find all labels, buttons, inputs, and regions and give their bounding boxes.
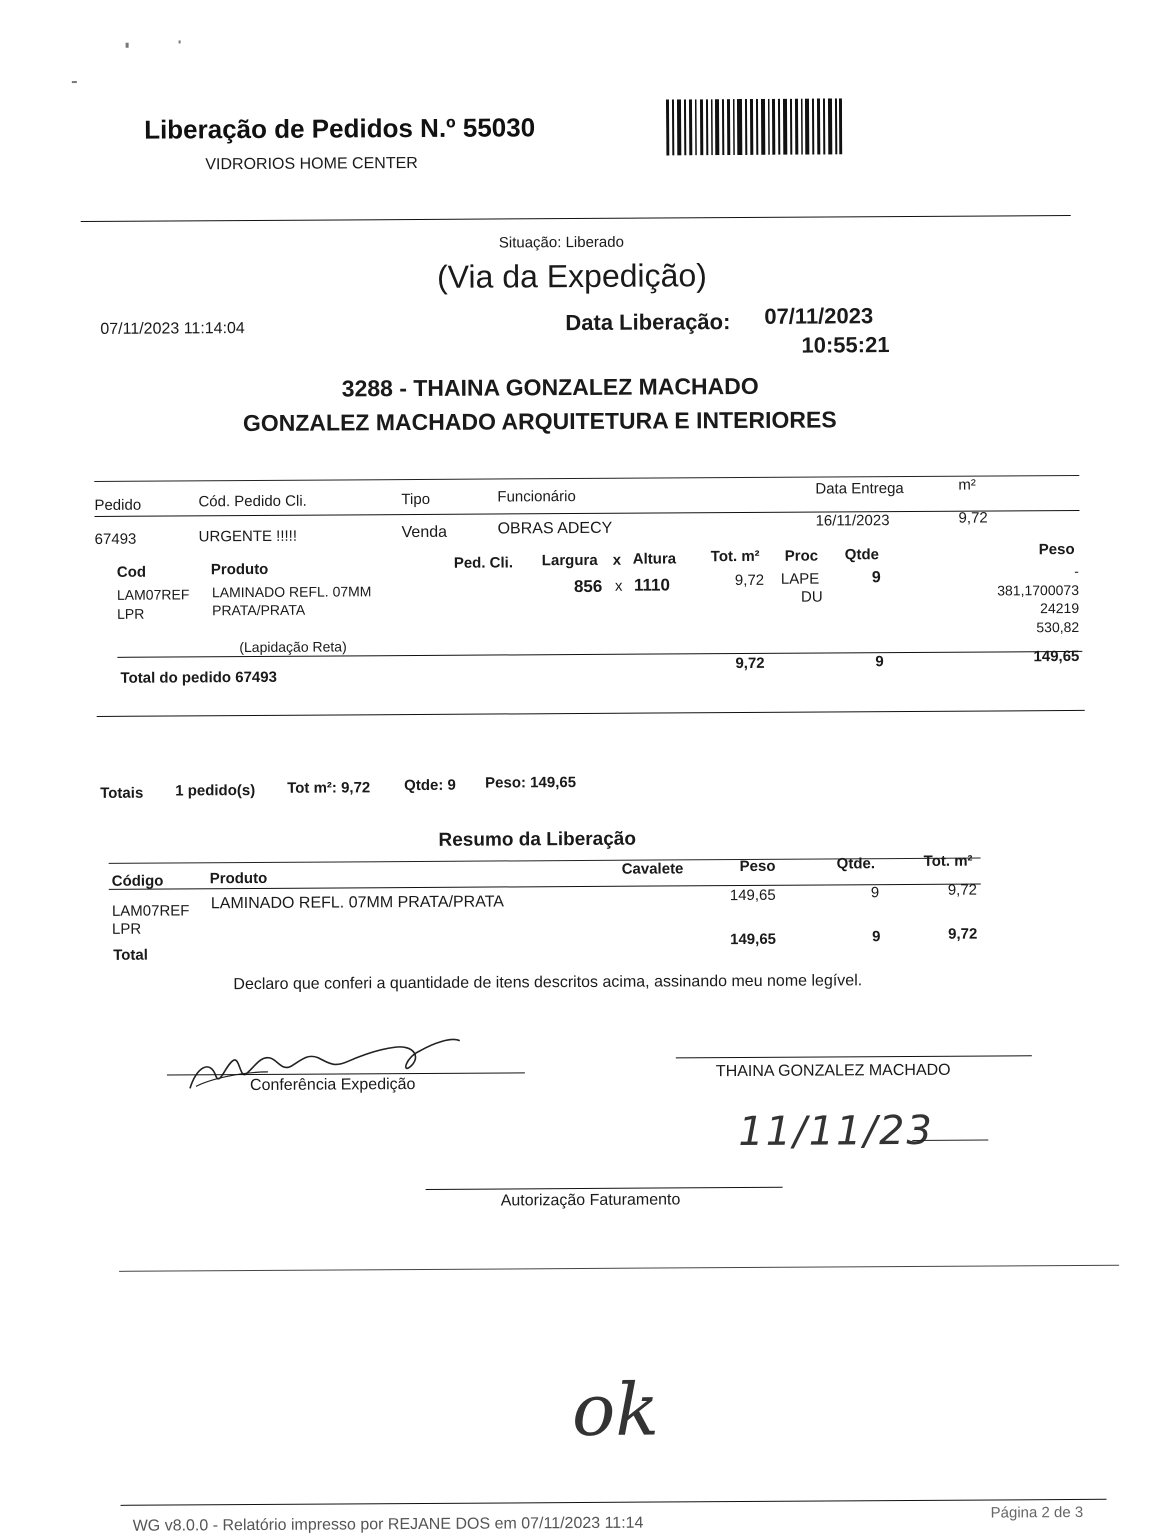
order-total-label: Total do pedido 67493 [120,668,277,687]
order-total-peso: 149,65 [1033,647,1080,666]
resumo-total-tot-m2: 9,72 [948,925,978,943]
item-col-produto: Produto [210,560,269,579]
resumo-title: Resumo da Liberação [438,828,637,851]
document-title: Liberação de Pedidos N.º 55030 [144,112,536,145]
order-data-entrega: 16/11/2023 [815,512,890,530]
resumo-total-qtde: 9 [872,928,881,946]
autorizacao-line [426,1187,783,1190]
totals-tot-m2: Tot m²: 9,72 [287,779,371,797]
item-peso-line2: 381,1700073 [997,581,1080,599]
printed-timestamp: 07/11/2023 11:14:04 [100,320,245,338]
totals-pedidos: 1 pedido(s) [175,781,256,800]
item-col-ped-cli: Ped. Cli. [453,554,514,572]
client-name: 3288 - THAINA GONZALEZ MACHADO [341,372,759,402]
order-top-rule [94,475,1079,482]
item-qtde: 9 [871,569,881,587]
resumo-col-qtde: Qtde. [836,855,876,873]
order-cod-pedido-cli: URGENTE !!!!! [198,527,298,546]
order-total-qtde: 9 [875,653,884,671]
scan-speck [72,81,77,83]
footer-report: WG v8.0.0 - Relatório impresso por REJANE DOS em 07/11/2023 11:14 [132,1514,644,1535]
conferencia-label: Conferência Expedição [249,1076,416,1095]
item-tot-m2: 9,72 [734,571,765,590]
handwritten-ok: ok [571,1367,660,1453]
resumo-codigo-line1: LAM07REF [111,902,190,920]
lower-divider [119,1265,1119,1272]
col-funcionario: Funcionário [497,488,576,506]
item-altura: 1110 [633,575,670,595]
item-x: x [614,577,623,595]
order-pedido: 67493 [94,530,137,548]
data-liberacao-date: 07/11/2023 [764,303,874,329]
order-header-rule [95,510,1080,517]
data-liberacao-label: Data Liberação: [565,309,731,336]
footer-page: Página 2 de 3 [990,1503,1084,1522]
client-signature-line [676,1055,1032,1058]
col-m2: m² [958,476,976,494]
scan-speck [179,40,181,43]
item-proc-line1: LAPE [780,570,820,588]
resumo-col-cavalete: Cavalete [621,860,684,878]
data-liberacao-time: 10:55:21 [801,332,890,358]
item-note: (Lapidação Reta) [239,638,347,656]
item-largura: 856 [573,576,603,597]
resumo-total-peso: 149,65 [730,930,777,949]
order-tipo: Venda [401,523,448,542]
item-col-peso: Peso [1038,540,1075,559]
resumo-col-tot-m2: Tot. m² [923,852,973,870]
col-pedido: Pedido [94,496,142,514]
resumo-col-codigo: Código [111,872,164,890]
footer-rule [121,1499,1107,1506]
item-peso-line3: 24219 [1040,599,1080,617]
item-col-altura: Altura [632,550,677,568]
client-company: GONZALEZ MACHADO ARQUITETURA E INTERIORES [242,406,837,437]
order-total-m2: 9,72 [735,654,765,673]
item-col-cod: Cod [116,563,147,581]
totals-peso: Peso: 149,65 [485,774,577,792]
resumo-codigo-line2: LPR [111,920,142,938]
resumo-tot-m2: 9,72 [947,881,978,899]
col-data-entrega: Data Entrega [815,480,904,498]
header-divider [81,215,1071,222]
via-label: (Via da Expedição) [436,257,707,295]
resumo-qtde: 9 [870,884,880,902]
item-cod-line2: LPR [117,605,145,622]
date-underline [912,1140,988,1141]
resumo-col-peso: Peso [739,857,776,876]
totals-label: Totais [100,784,144,802]
resumo-total-label: Total [113,946,148,964]
resumo-produto: LAMINADO REFL. 07MM PRATA/PRATA [210,893,505,913]
client-signature-name: THAINA GONZALEZ MACHADO [715,1061,951,1081]
item-peso-line1: - [1074,562,1079,579]
col-cod-pedido-cli: Cód. Pedido Cli. [198,492,307,511]
declaration-text: Declaro que conferi a quantidade de itens descritos acima, assinando meu nome legível. [233,972,863,994]
order-funcionario: OBRAS ADECY [497,519,613,538]
item-col-x: x [612,551,622,569]
col-tipo: Tipo [401,490,431,509]
item-col-largura: Largura [541,551,598,570]
situacao-label: Situação: Liberado [498,233,624,252]
handwritten-date: 11/11/23 [738,1107,935,1156]
order-bottom-rule [97,710,1085,717]
scan-speck [126,43,129,48]
item-peso-line4: 530,82 [1036,618,1080,636]
totals-qtde: Qtde: 9 [404,776,456,795]
item-produto-line2: PRATA/PRATA [212,601,306,619]
item-col-proc: Proc [784,547,819,565]
resumo-peso: 149,65 [729,886,776,905]
item-col-qtde: Qtde [844,546,879,564]
barcode [666,98,842,155]
autorizacao-label: Autorização Faturamento [500,1191,681,1210]
item-col-tot-m2: Tot. m² [710,547,760,566]
order-m2: 9,72 [958,509,988,527]
resumo-col-produto: Produto [209,869,268,888]
item-proc-line2: DU [800,588,823,606]
item-cod-line1: LAM07REF [116,586,190,603]
company-name: VIDRORIOS HOME CENTER [205,154,418,174]
item-produto-line1: LAMINADO REFL. 07MM [211,583,372,601]
